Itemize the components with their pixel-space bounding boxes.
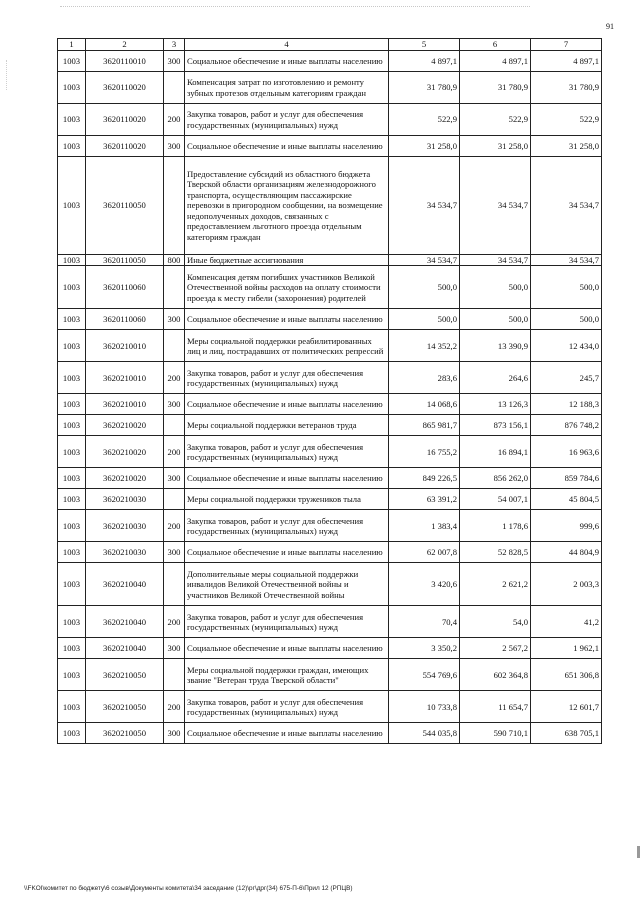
column-header-6: 6	[460, 39, 531, 51]
expense-type-cell	[164, 266, 185, 309]
table-row	[58, 659, 602, 691]
amount-year-1-cell: 62 007,8	[389, 542, 460, 563]
table-row	[58, 330, 602, 362]
table-row	[58, 255, 602, 266]
table-row	[58, 510, 602, 542]
target-article-cell: 3620210040	[86, 638, 164, 659]
target-article-cell: 3620110050	[86, 255, 164, 266]
target-article-cell: 3620110050	[86, 157, 164, 255]
header-row	[58, 39, 602, 51]
target-article-cell: 3620110010	[86, 51, 164, 72]
amount-year-2-cell: 13 126,3	[460, 394, 531, 415]
amount-year-3-cell: 41,2	[531, 606, 602, 638]
target-article-cell: 3620210020	[86, 468, 164, 489]
target-article-cell: 3620210040	[86, 606, 164, 638]
amount-year-3-cell: 859 784,6	[531, 468, 602, 489]
target-article-cell: 3620110020	[86, 72, 164, 104]
amount-year-2-cell: 34 534,7	[460, 157, 531, 255]
amount-year-1-cell: 70,4	[389, 606, 460, 638]
column-header-4: 4	[185, 39, 389, 51]
table-row	[58, 157, 602, 255]
expense-type-cell	[164, 72, 185, 104]
amount-year-1-cell: 4 897,1	[389, 51, 460, 72]
amount-year-3-cell: 44 804,9	[531, 542, 602, 563]
section-code-cell: 1003	[58, 255, 86, 266]
amount-year-3-cell: 876 748,2	[531, 415, 602, 436]
target-article-cell: 3620210030	[86, 510, 164, 542]
table-row	[58, 51, 602, 72]
expense-type-cell: 200	[164, 691, 185, 723]
section-code-cell: 1003	[58, 51, 86, 72]
target-article-cell: 3620210010	[86, 330, 164, 362]
expense-type-cell: 300	[164, 309, 185, 330]
column-header-3: 3	[164, 39, 185, 51]
amount-year-1-cell: 10 733,8	[389, 691, 460, 723]
table-row	[58, 362, 602, 394]
section-code-cell: 1003	[58, 72, 86, 104]
section-code-cell: 1003	[58, 104, 86, 136]
amount-year-3-cell: 500,0	[531, 309, 602, 330]
target-article-cell: 3620210010	[86, 394, 164, 415]
amount-year-2-cell: 1 178,6	[460, 510, 531, 542]
target-article-cell: 3620210040	[86, 563, 164, 606]
amount-year-2-cell: 54 007,1	[460, 489, 531, 510]
section-code-cell: 1003	[58, 638, 86, 659]
section-code-cell: 1003	[58, 136, 86, 157]
description-cell: Социальное обеспечение и иные выплаты населению	[185, 468, 389, 489]
amount-year-2-cell: 590 710,1	[460, 723, 531, 744]
description-cell: Социальное обеспечение и иные выплаты населению	[185, 51, 389, 72]
target-article-cell: 3620210020	[86, 415, 164, 436]
description-cell: Социальное обеспечение и иные выплаты населению	[185, 723, 389, 744]
amount-year-3-cell: 638 705,1	[531, 723, 602, 744]
target-article-cell: 3620110060	[86, 309, 164, 330]
amount-year-3-cell: 45 804,5	[531, 489, 602, 510]
amount-year-3-cell: 34 534,7	[531, 255, 602, 266]
description-cell: Социальное обеспечение и иные выплаты населению	[185, 542, 389, 563]
amount-year-2-cell: 264,6	[460, 362, 531, 394]
section-code-cell: 1003	[58, 659, 86, 691]
amount-year-2-cell: 54,0	[460, 606, 531, 638]
amount-year-3-cell: 12 188,3	[531, 394, 602, 415]
table-row	[58, 638, 602, 659]
table-row	[58, 436, 602, 468]
amount-year-1-cell: 31 780,9	[389, 72, 460, 104]
amount-year-2-cell: 873 156,1	[460, 415, 531, 436]
description-cell: Меры социальной поддержки тружеников тыла	[185, 489, 389, 510]
column-header-5: 5	[389, 39, 460, 51]
amount-year-1-cell: 16 755,2	[389, 436, 460, 468]
section-code-cell: 1003	[58, 489, 86, 510]
table-row	[58, 723, 602, 744]
amount-year-3-cell: 16 963,6	[531, 436, 602, 468]
description-cell: Социальное обеспечение и иные выплаты населению	[185, 394, 389, 415]
expense-type-cell: 200	[164, 606, 185, 638]
table-row	[58, 606, 602, 638]
target-article-cell: 3620210050	[86, 691, 164, 723]
section-code-cell: 1003	[58, 542, 86, 563]
expense-type-cell	[164, 489, 185, 510]
section-code-cell: 1003	[58, 691, 86, 723]
column-header-7: 7	[531, 39, 602, 51]
section-code-cell: 1003	[58, 606, 86, 638]
amount-year-2-cell: 31 258,0	[460, 136, 531, 157]
expense-type-cell: 300	[164, 638, 185, 659]
amount-year-1-cell: 283,6	[389, 362, 460, 394]
expense-type-cell: 200	[164, 510, 185, 542]
expense-type-cell	[164, 157, 185, 255]
description-cell: Закупка товаров, работ и услуг для обеспечения государственных (муниципальных) нужд	[185, 436, 389, 468]
target-article-cell: 3620210050	[86, 723, 164, 744]
description-cell: Компенсация детям погибших участников Великой Отечественной войны расходов на оплату стоимости проезда к месту гибели (захоронения) родителей	[185, 266, 389, 309]
amount-year-1-cell: 31 258,0	[389, 136, 460, 157]
amount-year-1-cell: 14 352,2	[389, 330, 460, 362]
amount-year-2-cell: 602 364,8	[460, 659, 531, 691]
section-code-cell: 1003	[58, 309, 86, 330]
description-cell: Меры социальной поддержки ветеранов труда	[185, 415, 389, 436]
section-code-cell: 1003	[58, 436, 86, 468]
amount-year-1-cell: 14 068,6	[389, 394, 460, 415]
amount-year-2-cell: 856 262,0	[460, 468, 531, 489]
column-header-1: 1	[58, 39, 86, 51]
description-cell: Социальное обеспечение и иные выплаты населению	[185, 136, 389, 157]
table-row	[58, 266, 602, 309]
table-row	[58, 72, 602, 104]
table-row	[58, 489, 602, 510]
expense-type-cell: 800	[164, 255, 185, 266]
amount-year-3-cell: 31 780,9	[531, 72, 602, 104]
expense-type-cell: 300	[164, 394, 185, 415]
amount-year-1-cell: 544 035,8	[389, 723, 460, 744]
table-row	[58, 542, 602, 563]
expense-type-cell: 300	[164, 51, 185, 72]
target-article-cell: 3620210030	[86, 489, 164, 510]
amount-year-3-cell: 1 962,1	[531, 638, 602, 659]
amount-year-1-cell: 500,0	[389, 266, 460, 309]
section-code-cell: 1003	[58, 415, 86, 436]
amount-year-3-cell: 522,9	[531, 104, 602, 136]
expense-type-cell	[164, 659, 185, 691]
table-row	[58, 104, 602, 136]
amount-year-2-cell: 31 780,9	[460, 72, 531, 104]
section-code-cell: 1003	[58, 723, 86, 744]
section-code-cell: 1003	[58, 510, 86, 542]
amount-year-3-cell: 12 434,0	[531, 330, 602, 362]
amount-year-2-cell: 11 654,7	[460, 691, 531, 723]
amount-year-2-cell: 500,0	[460, 266, 531, 309]
description-cell: Дополнительные меры социальной поддержки инвалидов Великой Отечественной войны и участников Великой Отечественной войны	[185, 563, 389, 606]
amount-year-3-cell: 31 258,0	[531, 136, 602, 157]
description-cell: Социальное обеспечение и иные выплаты населению	[185, 309, 389, 330]
expense-type-cell: 200	[164, 362, 185, 394]
description-cell: Иные бюджетные ассигнования	[185, 255, 389, 266]
amount-year-3-cell: 34 534,7	[531, 157, 602, 255]
target-article-cell: 3620210050	[86, 659, 164, 691]
target-article-cell: 3620210010	[86, 362, 164, 394]
target-article-cell: 3620110020	[86, 104, 164, 136]
amount-year-2-cell: 2 567,2	[460, 638, 531, 659]
amount-year-2-cell: 500,0	[460, 309, 531, 330]
description-cell: Закупка товаров, работ и услуг для обеспечения государственных (муниципальных) нужд	[185, 691, 389, 723]
section-code-cell: 1003	[58, 468, 86, 489]
table-row	[58, 394, 602, 415]
amount-year-1-cell: 849 226,5	[389, 468, 460, 489]
amount-year-2-cell: 522,9	[460, 104, 531, 136]
expense-type-cell	[164, 563, 185, 606]
expense-type-cell	[164, 330, 185, 362]
amount-year-3-cell: 651 306,8	[531, 659, 602, 691]
scan-artifact-top	[60, 6, 530, 8]
amount-year-3-cell: 12 601,7	[531, 691, 602, 723]
expense-type-cell	[164, 415, 185, 436]
expense-type-cell: 300	[164, 723, 185, 744]
amount-year-2-cell: 34 534,7	[460, 255, 531, 266]
budget-table	[57, 38, 602, 744]
description-cell: Меры социальной поддержки реабилитированных лиц и лиц, пострадавших от политических репрессий	[185, 330, 389, 362]
amount-year-1-cell: 522,9	[389, 104, 460, 136]
target-article-cell: 3620110020	[86, 136, 164, 157]
table-row	[58, 563, 602, 606]
description-cell: Социальное обеспечение и иные выплаты населению	[185, 638, 389, 659]
amount-year-3-cell: 245,7	[531, 362, 602, 394]
description-cell: Закупка товаров, работ и услуг для обеспечения государственных (муниципальных) нужд	[185, 606, 389, 638]
section-code-cell: 1003	[58, 157, 86, 255]
page-number: 91	[606, 22, 614, 31]
expense-type-cell: 300	[164, 468, 185, 489]
section-code-cell: 1003	[58, 563, 86, 606]
expense-type-cell: 200	[164, 104, 185, 136]
amount-year-3-cell: 999,6	[531, 510, 602, 542]
amount-year-3-cell: 500,0	[531, 266, 602, 309]
amount-year-3-cell: 2 003,3	[531, 563, 602, 606]
table-header	[58, 39, 602, 51]
amount-year-2-cell: 4 897,1	[460, 51, 531, 72]
description-cell: Меры социальной поддержки граждан, имеющих звание "Ветеран труда Тверской области"	[185, 659, 389, 691]
expense-type-cell: 200	[164, 436, 185, 468]
amount-year-1-cell: 500,0	[389, 309, 460, 330]
description-cell: Закупка товаров, работ и услуг для обеспечения государственных (муниципальных) нужд	[185, 510, 389, 542]
amount-year-1-cell: 1 383,4	[389, 510, 460, 542]
description-cell: Предоставление субсидий из областного бюджета Тверской области организациям железнодорожного транспорта, осуществляющим пассажирские перевозки в пригородном сообщении, на возмещение недополученных доходов, связанных с предоставлением льготного проезда отдельным категориям граждан	[185, 157, 389, 255]
amount-year-1-cell: 34 534,7	[389, 157, 460, 255]
amount-year-1-cell: 34 534,7	[389, 255, 460, 266]
amount-year-3-cell: 4 897,1	[531, 51, 602, 72]
description-cell: Компенсация затрат по изготовлению и ремонту зубных протезов отдельным категориям граждан	[185, 72, 389, 104]
table-row	[58, 691, 602, 723]
amount-year-2-cell: 13 390,9	[460, 330, 531, 362]
expense-type-cell: 300	[164, 542, 185, 563]
scan-artifact-left	[6, 60, 8, 90]
amount-year-1-cell: 3 350,2	[389, 638, 460, 659]
description-cell: Закупка товаров, работ и услуг для обеспечения государственных (муниципальных) нужд	[185, 104, 389, 136]
table-row	[58, 468, 602, 489]
target-article-cell: 3620210030	[86, 542, 164, 563]
target-article-cell: 3620110060	[86, 266, 164, 309]
description-cell: Закупка товаров, работ и услуг для обеспечения государственных (муниципальных) нужд	[185, 362, 389, 394]
amount-year-2-cell: 2 621,2	[460, 563, 531, 606]
table-row	[58, 309, 602, 330]
table-body	[58, 51, 602, 744]
section-code-cell: 1003	[58, 394, 86, 415]
expense-type-cell: 300	[164, 136, 185, 157]
target-article-cell: 3620210020	[86, 436, 164, 468]
table-row	[58, 415, 602, 436]
amount-year-1-cell: 554 769,6	[389, 659, 460, 691]
amount-year-1-cell: 3 420,6	[389, 563, 460, 606]
section-code-cell: 1003	[58, 330, 86, 362]
amount-year-2-cell: 52 828,5	[460, 542, 531, 563]
amount-year-1-cell: 865 981,7	[389, 415, 460, 436]
amount-year-1-cell: 63 391,2	[389, 489, 460, 510]
column-header-2: 2	[86, 39, 164, 51]
section-code-cell: 1003	[58, 266, 86, 309]
file-path-footer: \\FKOI\комитет по бюджету\6 созыв\Документы комитета\34 заседание (12)\рг\дрг(34) 675-П-6\Прил 12 (РПЦВ)	[24, 885, 353, 892]
amount-year-2-cell: 16 894,1	[460, 436, 531, 468]
section-code-cell: 1003	[58, 362, 86, 394]
table-row	[58, 136, 602, 157]
